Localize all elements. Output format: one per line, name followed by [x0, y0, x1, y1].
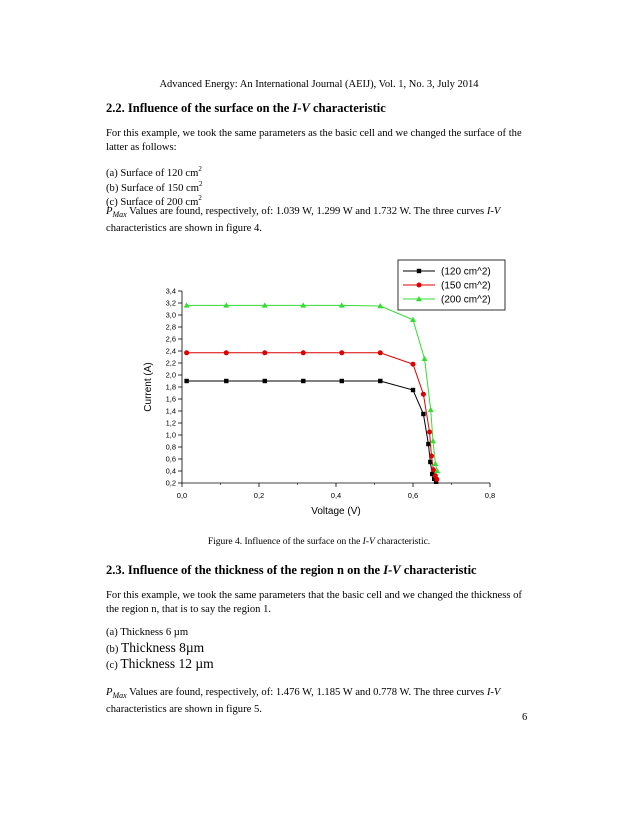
data-point — [301, 350, 306, 355]
data-point — [224, 350, 229, 355]
result-line-2: characteristics are shown in figure 5. — [106, 704, 262, 716]
heading-text-end: characteristic — [309, 101, 386, 115]
thickness-item-c — [106, 656, 214, 672]
y-tick-label: 1,0 — [165, 430, 176, 440]
intro-line-2: the region n, that is to say the region 1. — [106, 604, 272, 615]
item-text: (c) Surface of 200 cm — [106, 197, 199, 208]
result-text: Values are found, respectively, of: 1.039 W, 1.299 W and 1.732 W. The three curves — [126, 206, 487, 217]
series-line — [187, 353, 437, 480]
x-tick-label: 0,8 — [484, 491, 496, 500]
series-line — [187, 381, 436, 482]
heading-em: I-V — [383, 563, 401, 577]
thickness-item-a: (a) Thickness 6 µm — [106, 627, 189, 638]
item-text: (b) Surface of 150 cm — [106, 183, 199, 194]
item-text: Thickness 12 µm — [120, 656, 214, 671]
item-text: (a) Surface of 120 cm — [106, 168, 199, 179]
result-em: I-V — [486, 206, 501, 217]
figure-4-caption — [0, 537, 638, 547]
intro-line-1: For this example, we took the same parameters as the basic cell and we changed the surface of the — [106, 128, 522, 139]
caption-em: I-V — [362, 537, 375, 547]
y-tick-label: 0,4 — [165, 466, 176, 476]
data-point — [184, 350, 189, 355]
data-point — [428, 407, 434, 412]
intro-line-1: For this example, we took the same parameters that the basic cell and we changed the thickness of — [106, 590, 522, 601]
y-tick-label: 1,2 — [165, 418, 176, 428]
x-tick-label: 0,2 — [253, 491, 265, 500]
y-tick-label: 1,8 — [165, 382, 176, 392]
data-point — [263, 379, 267, 383]
page-number: 6 — [522, 712, 528, 723]
caption-text-end: characteristic. — [374, 537, 431, 547]
y-tick-label: 0,8 — [165, 442, 176, 452]
section-2-3-result — [106, 686, 538, 717]
result-em: I-V — [486, 687, 501, 698]
y-tick-label: 2,8 — [165, 322, 176, 332]
data-point — [378, 379, 382, 383]
data-point — [417, 283, 422, 288]
data-point — [431, 467, 436, 472]
item-sup: 2 — [198, 180, 203, 188]
y-axis-label: Current (A) — [143, 362, 154, 412]
result-text: Values are found, respectively, of: 1.476 W, 1.185 W and 0.778 W. The three curves — [126, 687, 487, 698]
data-point — [184, 379, 188, 383]
y-tick-label: 2,4 — [165, 346, 176, 356]
series-circle — [184, 350, 439, 482]
item-sup: 2 — [198, 165, 202, 173]
x-axis-label: Voltage (V) — [311, 506, 361, 517]
y-tick-label: 3,2 — [165, 298, 176, 308]
thickness-item-b — [106, 640, 204, 656]
legend — [398, 260, 505, 310]
journal-header: Advanced Energy: An International Journal (AEIJ), Vol. 1, No. 3, July 2014 — [159, 79, 479, 90]
y-tick-label: 2,0 — [165, 370, 176, 380]
data-point — [340, 379, 344, 383]
data-point — [224, 379, 228, 383]
y-ticks — [166, 287, 182, 488]
y-tick-label: 3,4 — [165, 286, 176, 296]
data-point — [430, 438, 436, 443]
series-line — [187, 305, 438, 471]
y-tick-label: 1,6 — [165, 394, 176, 404]
data-point — [339, 350, 344, 355]
data-point — [422, 356, 428, 361]
data-point — [378, 350, 383, 355]
heading-text: 2.2. Influence of the surface on the — [106, 101, 293, 115]
legend-label: (200 cm^2) — [441, 294, 491, 306]
series-square — [184, 379, 438, 484]
data-point — [427, 430, 432, 435]
section-2-3-intro — [106, 589, 538, 617]
y-tick-label: 3,0 — [165, 310, 176, 320]
result-line-2: characteristics are shown in figure 4. — [106, 223, 262, 235]
pmax-subscript: Max — [112, 691, 127, 701]
x-ticks — [177, 483, 495, 500]
item-sup: 2 — [198, 194, 202, 202]
legend-label: (120 cm^2) — [441, 266, 491, 278]
data-point — [262, 350, 267, 355]
legend-label: (150 cm^2) — [441, 280, 491, 292]
item-label: (c) — [106, 660, 121, 671]
pmax-symbol: P — [106, 687, 113, 698]
intro-line-2: latter as follows: — [106, 142, 177, 153]
y-tick-label: 1,4 — [165, 406, 176, 416]
heading-text: 2.3. Influence of the thickness of the region n on the — [106, 563, 384, 577]
y-tick-label: 0,6 — [165, 454, 176, 464]
data-point — [411, 388, 415, 392]
y-tick-label: 2,6 — [165, 334, 176, 344]
heading-text-end: characteristic — [400, 563, 477, 577]
data-point — [301, 379, 305, 383]
series-triangle — [184, 302, 441, 473]
item-text: Thickness 8µm — [121, 640, 205, 655]
data-point — [411, 362, 416, 367]
item-label: (b) — [106, 644, 122, 655]
heading-em: I-V — [292, 101, 310, 115]
data-point — [432, 461, 438, 466]
x-tick-label: 0,4 — [330, 491, 342, 500]
data-point — [421, 412, 425, 416]
pmax-subscript: Max — [112, 210, 127, 220]
data-point — [429, 454, 434, 459]
data-point — [421, 392, 426, 397]
data-point — [434, 477, 439, 482]
section-2-3-heading — [106, 563, 477, 578]
y-tick-label: 0,2 — [165, 478, 176, 488]
caption-text: Figure 4. Influence of the surface on the — [207, 537, 363, 547]
pmax-symbol: P — [106, 206, 113, 217]
data-series — [184, 302, 441, 484]
x-tick-label: 0,0 — [176, 491, 188, 500]
x-tick-label: 0,6 — [407, 491, 419, 500]
data-point — [417, 269, 421, 273]
y-tick-label: 2,2 — [165, 358, 176, 368]
